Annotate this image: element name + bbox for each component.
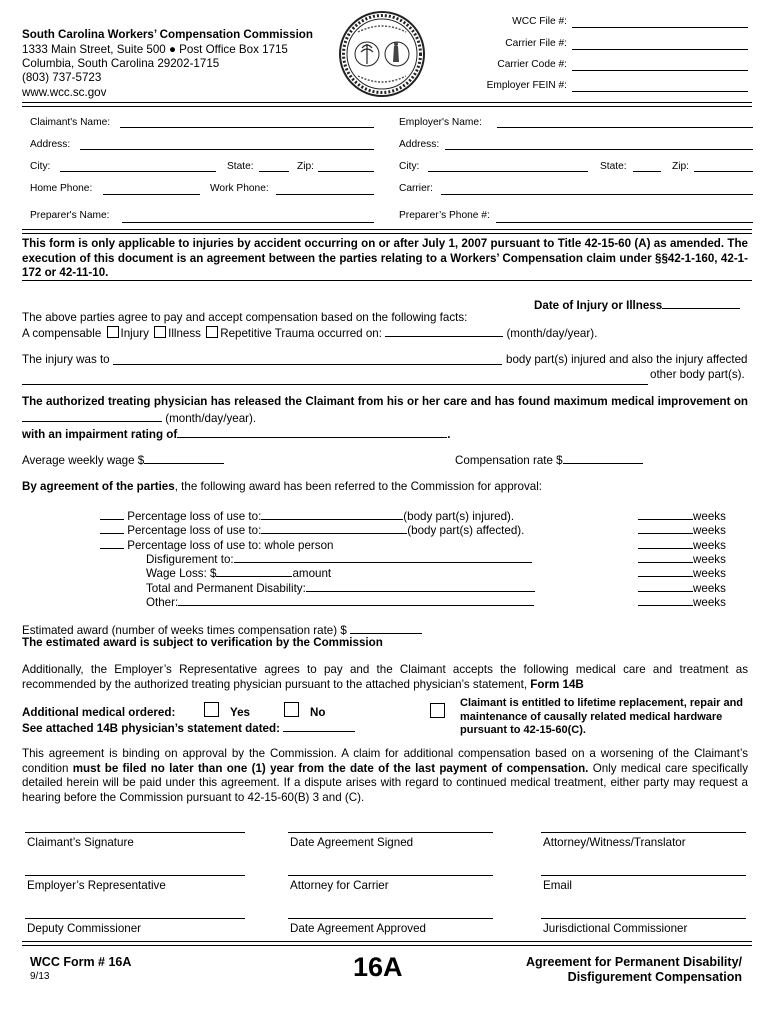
signature-label: Claimant’s Signature bbox=[27, 836, 134, 849]
employer-address-field[interactable] bbox=[445, 149, 753, 150]
work-phone-label: Work Phone: bbox=[210, 183, 269, 194]
signature-label: Employer’s Representative bbox=[27, 879, 166, 892]
medical-no-label: No bbox=[310, 706, 326, 719]
award-detail-field[interactable] bbox=[261, 522, 407, 534]
award-detail-field[interactable] bbox=[216, 565, 292, 577]
employer-state-field[interactable] bbox=[633, 171, 661, 172]
award-row-suffix: (body part(s) injured). bbox=[403, 510, 515, 523]
claimant-zip-field[interactable] bbox=[318, 171, 374, 172]
employer-city-label: City: bbox=[399, 161, 420, 172]
signature-line[interactable] bbox=[288, 918, 493, 919]
award-detail-field[interactable] bbox=[178, 594, 534, 606]
estimated-award-line: Estimated award (number of weeks times compensation rate) $ bbox=[22, 622, 422, 637]
award-row bbox=[100, 508, 514, 523]
signature-line[interactable] bbox=[25, 918, 245, 919]
award-row bbox=[146, 551, 532, 566]
award-weeks bbox=[638, 522, 726, 537]
award-detail-field[interactable] bbox=[234, 551, 532, 563]
state-seal-icon bbox=[338, 10, 426, 98]
award-weeks-label: weeks bbox=[693, 581, 726, 595]
org-name: South Carolina Workers’ Compensation Commission bbox=[22, 28, 313, 41]
wcc-file-field[interactable] bbox=[572, 27, 748, 28]
award-row-label: Percentage loss of use to: bbox=[127, 510, 262, 523]
award-weeks bbox=[638, 551, 726, 566]
mmi-date-field[interactable] bbox=[22, 410, 162, 422]
estimated-award-note: The estimated award is subject to verification by the Commission bbox=[22, 636, 383, 649]
award-row-suffix: (body part(s) affected). bbox=[407, 524, 525, 538]
agreement-intro: By agreement of the parties, the following award has been referred to the Commission for approval: bbox=[22, 480, 543, 493]
award-weeks bbox=[638, 537, 726, 552]
work-phone-field[interactable] bbox=[276, 194, 374, 195]
form-revision: 9/13 bbox=[30, 971, 50, 982]
other-body-part-label: other body part(s). bbox=[650, 368, 745, 381]
employer-fein-field[interactable] bbox=[572, 91, 748, 92]
preparer-name-label: Preparer's Name: bbox=[30, 210, 110, 221]
award-weeks-label: weeks bbox=[693, 524, 726, 538]
signature-label: Date Agreement Approved bbox=[290, 922, 426, 935]
applicability-notice: This form is only applicable to injuries by accident occurring on or after July 1, 2007 pursuant to Title 42-15-60 (A) as amended. The execution of this document is an agreement between the parties relating to a Workers’ Compensation claim under §§42-1-160, 42-1-172 or 42-11-10. bbox=[22, 237, 748, 279]
claimant-state-label: State: bbox=[227, 161, 254, 172]
award-detail-field[interactable] bbox=[306, 580, 535, 592]
award-row bbox=[100, 537, 333, 552]
average-weekly-wage-label: Average weekly wage $ bbox=[22, 452, 224, 467]
award-weeks bbox=[638, 594, 726, 609]
employer-zip-field[interactable] bbox=[694, 171, 753, 172]
address-line1: 1333 Main Street, Suite 500 ● Post Office Box 1715 bbox=[22, 43, 288, 56]
award-row-label: Percentage loss of use to: whole person bbox=[127, 538, 334, 552]
signature-label: Attorney/Witness/Translator bbox=[543, 836, 686, 849]
physician-statement-date-field[interactable] bbox=[283, 720, 355, 732]
see-attached-label: See attached 14B physician’s statement dated: bbox=[22, 720, 355, 735]
award-weeks-field[interactable] bbox=[638, 565, 693, 577]
header-divider bbox=[22, 102, 752, 107]
lifetime-hardware-text: Claimant is entitled to lifetime replacement, repair and maintenance of causally related medical hardware pursuant to 42-15-60(C). bbox=[460, 697, 744, 736]
award-percent-field[interactable] bbox=[100, 522, 124, 534]
carrier-code-field[interactable] bbox=[572, 70, 748, 71]
award-weeks-label: weeks bbox=[693, 510, 726, 523]
employer-state-label: State: bbox=[600, 161, 627, 172]
award-weeks-field[interactable] bbox=[638, 551, 693, 563]
signature-line[interactable] bbox=[288, 832, 493, 833]
compensable-line: A compensable Injury Illness Repetitive Trauma occurred on: (month/day/year). bbox=[22, 327, 598, 340]
injury-checkbox[interactable] bbox=[107, 326, 119, 338]
claimant-address-label: Address: bbox=[30, 139, 71, 150]
date-of-injury-label: Date of Injury or Illness bbox=[534, 297, 740, 312]
binding-paragraph: This agreement is binding on approval by the Commission. A claim for additional compensation based on a worsening of the Claimant’s condition must be filed no later than one (1) year from the date of the last payment of compensation. Only medical care specifically detailed herein will be paid under this agreement. If a dispute arises with regard to continued medical treatment, either party may request a hearing before the Commission pursuant to 42-15-60(B) 3 and (C). bbox=[22, 747, 748, 804]
award-weeks bbox=[638, 580, 726, 595]
award-weeks-label: weeks bbox=[693, 595, 726, 609]
signature-label: Jurisdictional Commissioner bbox=[543, 922, 688, 935]
impairment-rating-field[interactable] bbox=[177, 426, 447, 438]
claimant-address-field[interactable] bbox=[80, 149, 374, 150]
form-code-large: 16A bbox=[353, 952, 403, 982]
carrier-code-label: Carrier Code #: bbox=[497, 59, 567, 70]
award-weeks bbox=[638, 508, 726, 523]
medical-no-checkbox[interactable] bbox=[284, 702, 299, 717]
additional-medical-label: Additional medical ordered: bbox=[22, 706, 176, 719]
signature-label: Date Agreement Signed bbox=[290, 836, 414, 849]
employer-address-label: Address: bbox=[399, 139, 440, 150]
address-line2: Columbia, South Carolina 29202-1715 bbox=[22, 57, 220, 70]
compensation-rate-field[interactable] bbox=[563, 452, 643, 464]
award-weeks-label: weeks bbox=[693, 552, 726, 566]
signature-label: Email bbox=[543, 879, 572, 892]
award-weeks-field[interactable] bbox=[638, 522, 693, 534]
award-row bbox=[146, 565, 331, 580]
preparer-name-field[interactable] bbox=[122, 222, 374, 223]
footer-divider bbox=[22, 941, 752, 946]
award-row-label: Disfigurement to: bbox=[146, 552, 234, 566]
award-row bbox=[100, 522, 524, 537]
award-row-label: Wage Loss: $ bbox=[146, 567, 217, 581]
other-body-part-field[interactable] bbox=[22, 384, 648, 385]
carrier-field[interactable] bbox=[441, 194, 753, 195]
award-weeks-field[interactable] bbox=[638, 594, 693, 606]
claimant-zip-label: Zip: bbox=[297, 161, 314, 172]
signature-line[interactable] bbox=[541, 832, 746, 833]
signature-label: Attorney for Carrier bbox=[290, 879, 389, 892]
award-row-label: Total and Permanent Disability: bbox=[146, 581, 306, 595]
medical-yes-checkbox[interactable] bbox=[204, 702, 219, 717]
medical-care-paragraph: Additionally, the Employer’s Representative agrees to pay and the Claimant accepts the following medical care and treatment as recommended by the authorized treating physician pursuant to the attached physician’s statement, Form 14B bbox=[22, 663, 748, 691]
form-number: WCC Form # 16A bbox=[30, 955, 132, 969]
phone-number: (803) 737-5723 bbox=[22, 71, 102, 84]
agree-facts-line: The above parties agree to pay and accept compensation based on the following facts: bbox=[22, 311, 468, 324]
illness-checkbox[interactable] bbox=[154, 326, 166, 338]
medical-yes-label: Yes bbox=[230, 706, 250, 719]
carrier-file-label: Carrier File #: bbox=[505, 38, 567, 49]
signature-label: Deputy Commissioner bbox=[27, 922, 142, 935]
employer-name-field[interactable] bbox=[497, 127, 753, 128]
carrier-label: Carrier: bbox=[399, 183, 433, 194]
website: www.wcc.sc.gov bbox=[22, 86, 107, 99]
signature-line[interactable] bbox=[288, 875, 493, 876]
award-percent-field[interactable] bbox=[100, 537, 124, 549]
date-of-injury-field[interactable] bbox=[662, 297, 740, 309]
wcc-file-label: WCC File #: bbox=[512, 16, 567, 27]
body-part-text: body part(s) injured and also the injury affected bbox=[506, 353, 748, 366]
award-weeks bbox=[638, 565, 726, 580]
average-weekly-wage-field[interactable] bbox=[144, 452, 224, 464]
preparer-phone-field[interactable] bbox=[496, 222, 753, 223]
compensation-rate-label: Compensation rate $ bbox=[455, 452, 643, 467]
claimant-state-field[interactable] bbox=[259, 171, 289, 172]
repetitive-trauma-checkbox[interactable] bbox=[206, 326, 218, 338]
estimated-award-field[interactable] bbox=[350, 622, 422, 634]
injury-was-to-label: The injury was to bbox=[22, 353, 110, 366]
carrier-file-field[interactable] bbox=[572, 49, 748, 50]
signature-line[interactable] bbox=[25, 875, 245, 876]
award-row-suffix: amount bbox=[292, 567, 332, 581]
home-phone-field[interactable] bbox=[103, 194, 200, 195]
physician-release-block: The authorized treating physician has released the Claimant from his or her care and has found maximum medical improvement on (month/day/year). with an impairment rating of . bbox=[22, 395, 748, 441]
award-weeks-label: weeks bbox=[693, 538, 726, 552]
award-row-label: Other: bbox=[146, 595, 179, 609]
lifetime-hardware-checkbox[interactable] bbox=[430, 703, 445, 718]
award-weeks-field[interactable] bbox=[638, 508, 693, 520]
preparer-phone-label: Preparer’s Phone #: bbox=[399, 210, 490, 221]
form-title-line1: Agreement for Permanent Disability/ bbox=[525, 955, 742, 969]
employer-fein-label: Employer FEIN #: bbox=[486, 80, 567, 91]
home-phone-label: Home Phone: bbox=[30, 183, 93, 194]
award-row bbox=[146, 580, 535, 595]
form-title-line2: Disfigurement Compensation bbox=[567, 970, 742, 984]
notice-divider bbox=[22, 280, 752, 281]
award-detail-field[interactable] bbox=[261, 508, 403, 520]
occurrence-date-field[interactable] bbox=[385, 325, 503, 337]
signature-line[interactable] bbox=[25, 832, 245, 833]
claimant-city-label: City: bbox=[30, 161, 51, 172]
award-weeks-field[interactable] bbox=[638, 537, 693, 549]
claimant-city-field[interactable] bbox=[60, 171, 216, 172]
injury-body-part-field[interactable] bbox=[113, 364, 502, 365]
award-percent-field[interactable] bbox=[100, 508, 124, 520]
claimant-name-field[interactable] bbox=[120, 127, 374, 128]
award-weeks-field[interactable] bbox=[638, 580, 693, 592]
employer-name-label: Employer's Name: bbox=[399, 117, 482, 128]
employer-city-field[interactable] bbox=[428, 171, 588, 172]
signature-line[interactable] bbox=[541, 918, 746, 919]
employer-zip-label: Zip: bbox=[672, 161, 689, 172]
award-row-label: Percentage loss of use to: bbox=[127, 524, 262, 538]
signature-line[interactable] bbox=[541, 875, 746, 876]
parties-divider bbox=[22, 229, 752, 234]
award-row bbox=[146, 594, 534, 609]
claimant-name-label: Claimant's Name: bbox=[30, 117, 111, 128]
award-weeks-label: weeks bbox=[693, 567, 726, 581]
